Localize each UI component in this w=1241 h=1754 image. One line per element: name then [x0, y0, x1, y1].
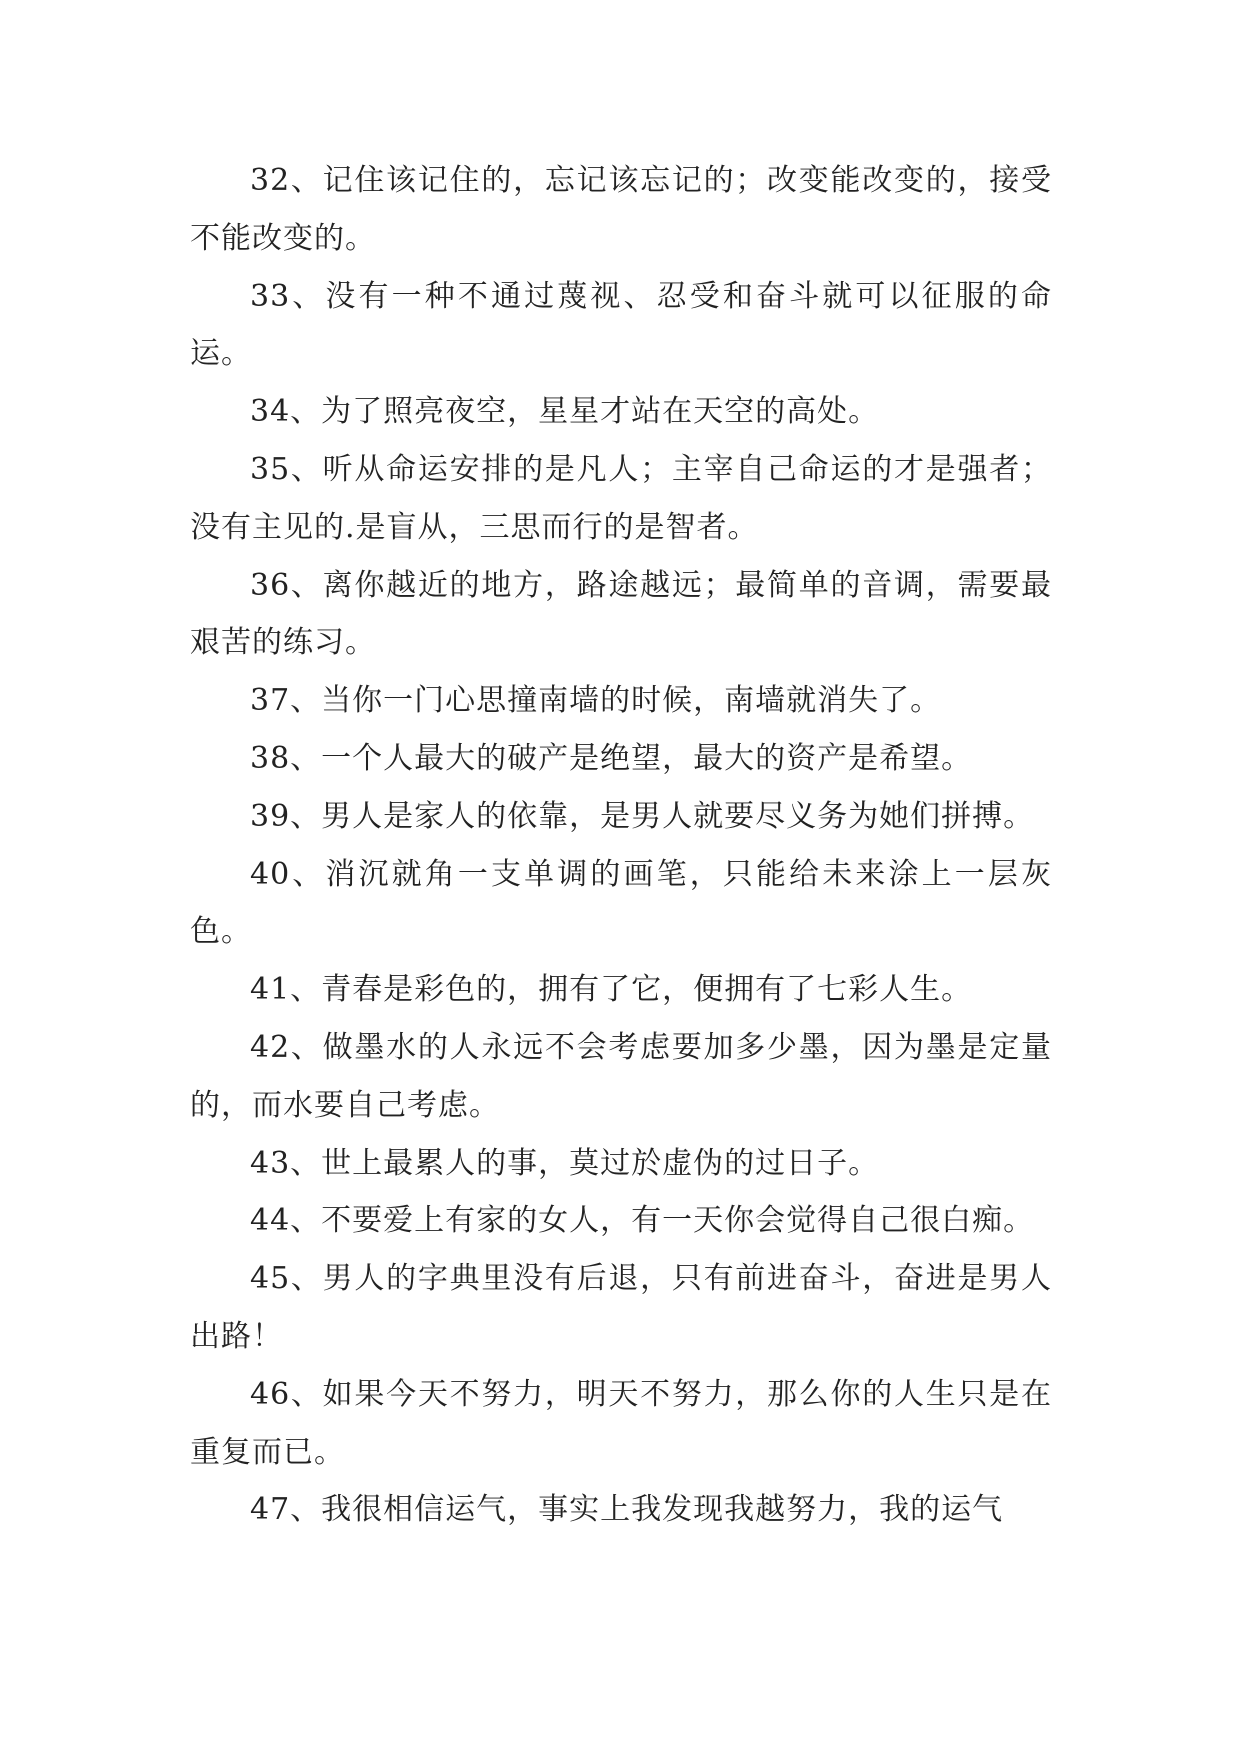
document-body — [190, 152, 1052, 1539]
quote-paragraph: 43、世上最累人的事，莫过於虚伪的过日子。 — [250, 1145, 880, 1181]
quote-paragraph: 35、听从命运安排的是凡人；主宰自己命运的才是强者；没有主见的.是盲从，三思而行的是智者。 — [190, 451, 1052, 545]
quote-paragraph: 33、没有一种不通过蔑视、忍受和奋斗就可以征服的命运。 — [190, 278, 1052, 372]
quote-paragraph: 46、如果今天不努力，明天不努力，那么你的人生只是在重复而已。 — [190, 1376, 1052, 1470]
quote-paragraph: 45、男人的字典里没有后退，只有前进奋斗，奋进是男人出路！ — [190, 1261, 1052, 1354]
quote-paragraph: 42、做墨水的人永远不会考虑要加多少墨，因为墨是定量的，而水要自己考虑。 — [190, 1029, 1052, 1123]
quote-paragraph: 32、记住该记住的，忘记该忘记的；改变能改变的，接受不能改变的。 — [190, 163, 1052, 256]
quote-paragraph: 41、青春是彩色的，拥有了它，便拥有了七彩人生。 — [250, 972, 973, 1008]
quote-paragraph: 40、消沉就角一支单调的画笔，只能给未来涂上一层灰色。 — [190, 856, 1052, 950]
quote-paragraph: 47、我很相信运气，事实上我发现我越努力，我的运气 — [250, 1492, 1004, 1528]
quote-paragraph: 44、不要爱上有家的女人，有一天你会觉得自己很白痴。 — [250, 1203, 1035, 1239]
quote-paragraph: 34、为了照亮夜空，星星才站在天空的高处。 — [250, 394, 880, 430]
quote-paragraph: 39、男人是家人的依靠，是男人就要尽义务为她们拼搏。 — [250, 798, 1035, 834]
quote-paragraph: 38、一个人最大的破产是绝望，最大的资产是希望。 — [250, 740, 973, 776]
quote-paragraph: 36、离你越近的地方，路途越远；最简单的音调，需要最艰苦的练习。 — [190, 567, 1052, 661]
quote-paragraph: 37、当你一门心思撞南墙的时候，南墙就消失了。 — [250, 683, 942, 719]
